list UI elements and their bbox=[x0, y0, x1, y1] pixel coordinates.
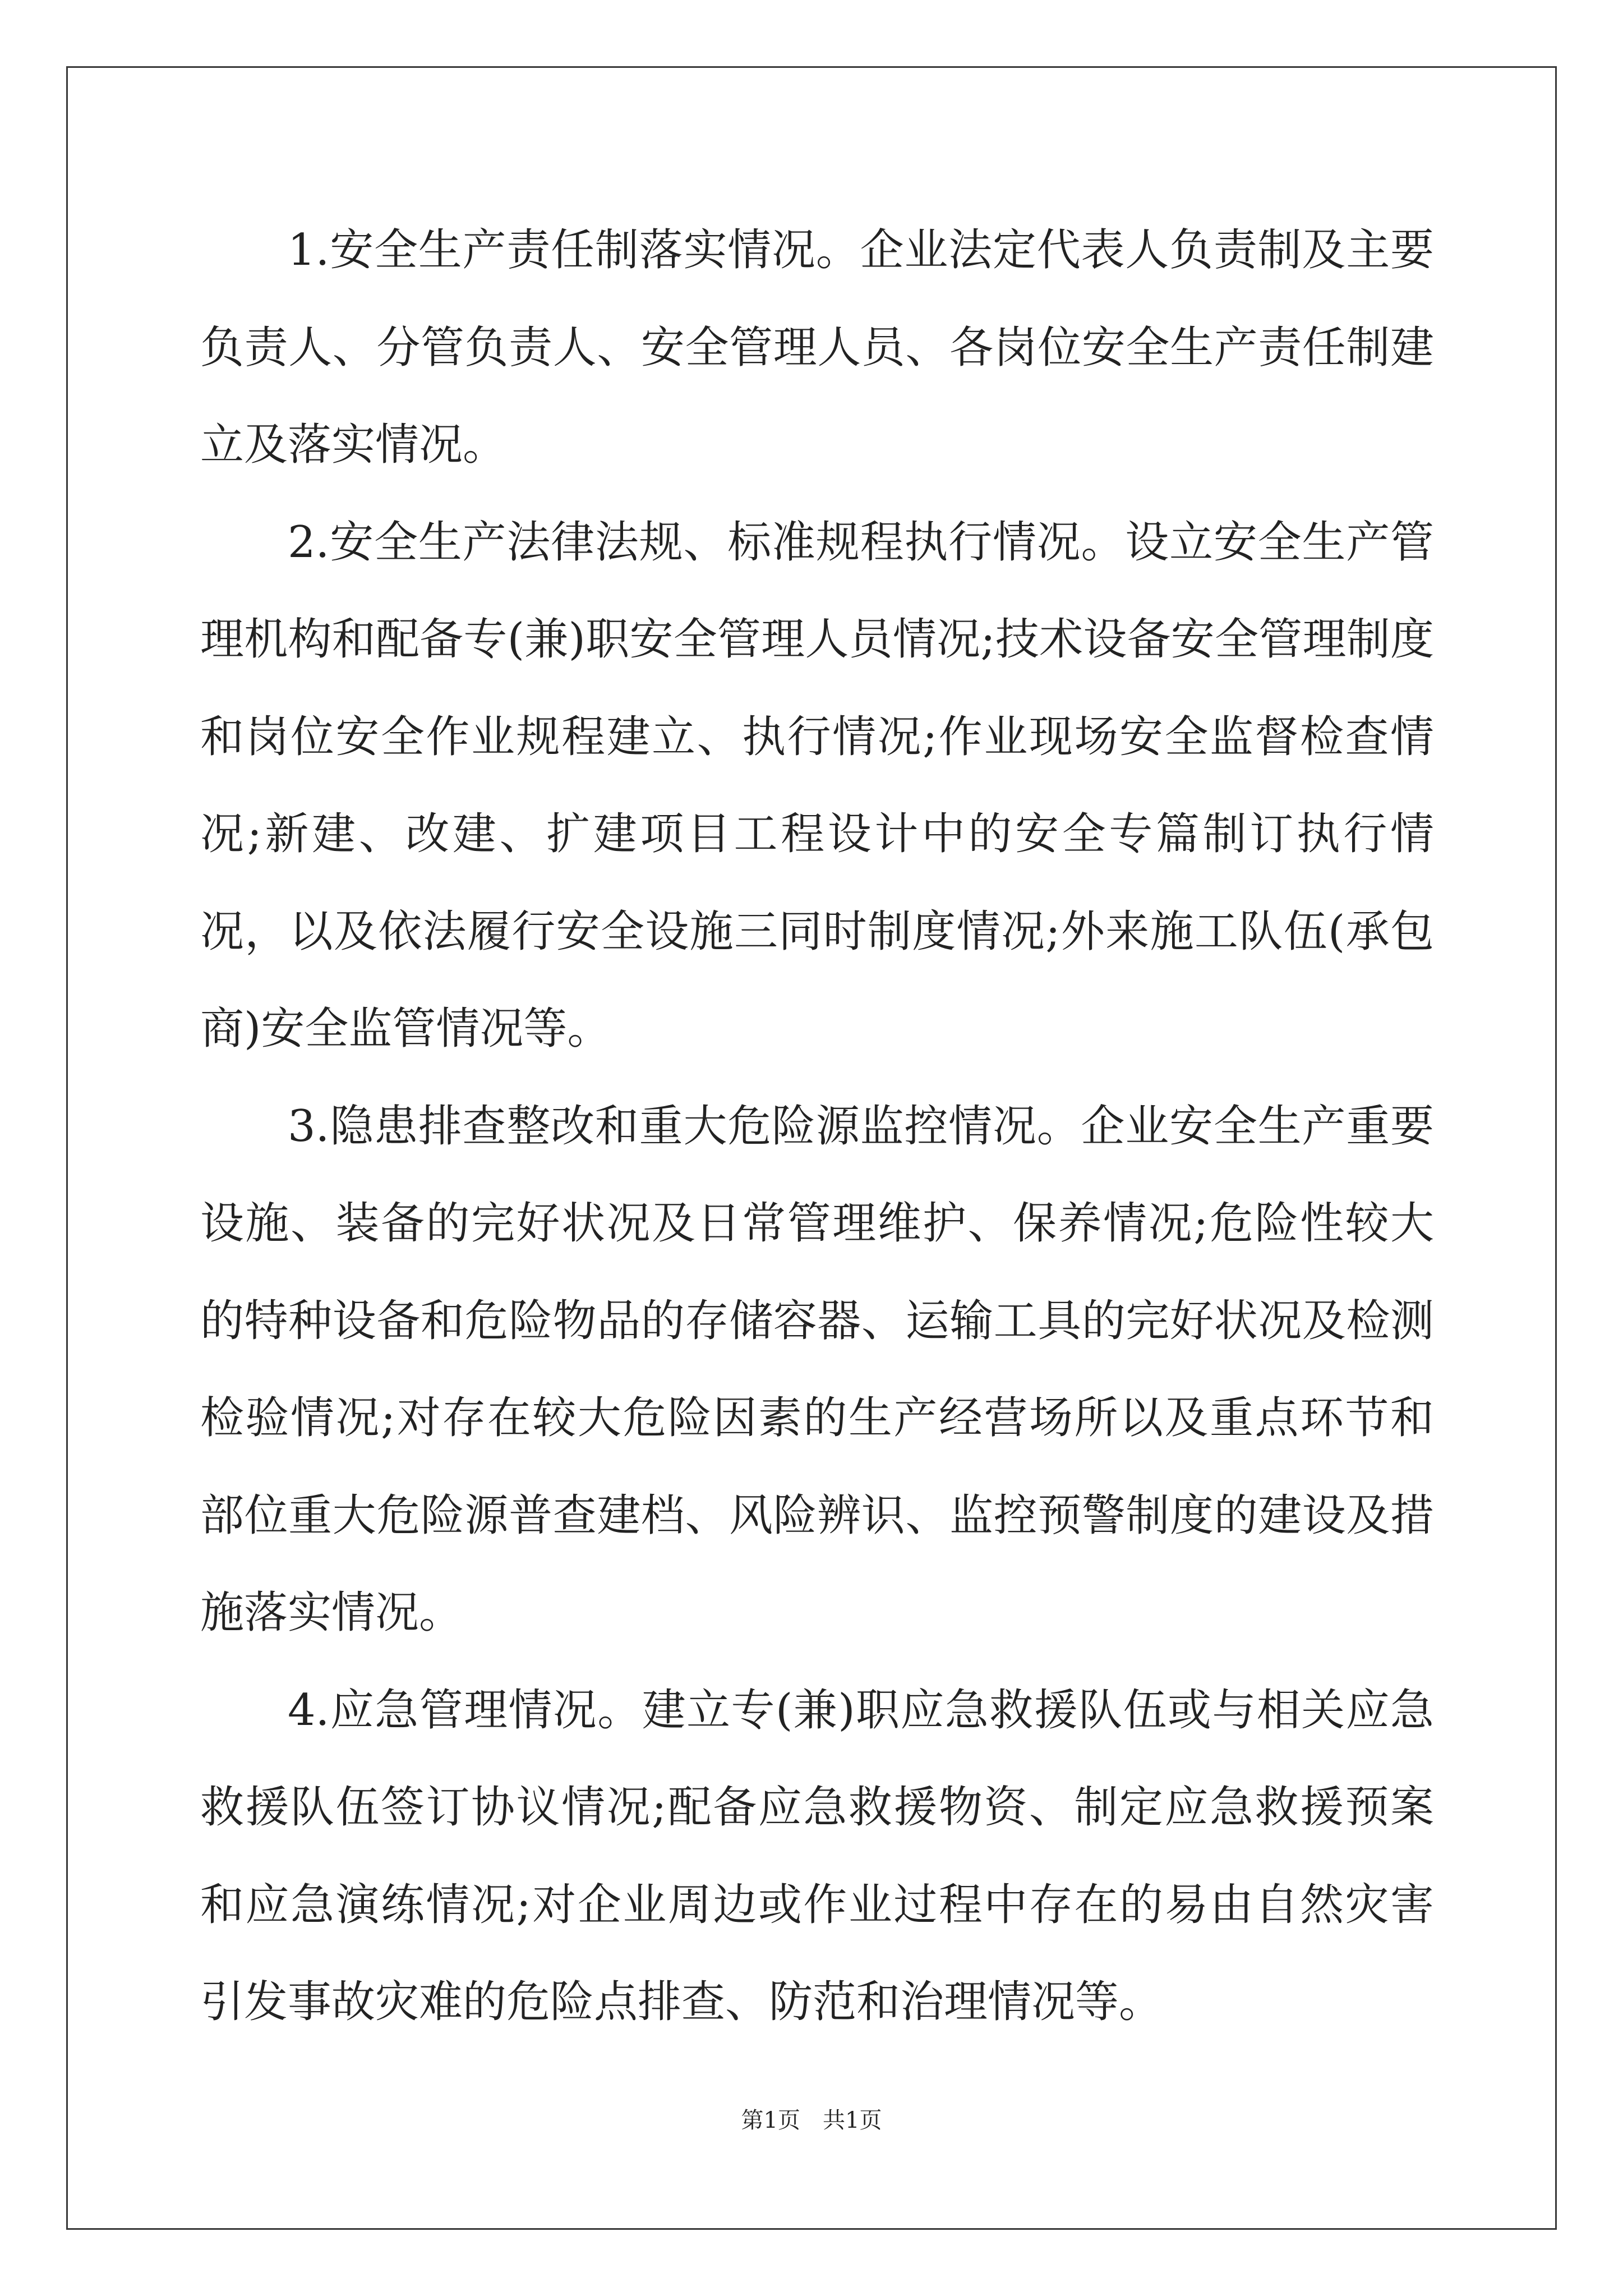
page-number-footer: 第1页 共1页 bbox=[741, 2108, 882, 2133]
document-body bbox=[200, 202, 1434, 2051]
paragraph-1: 1.安全生产责任制落实情况。企业法定代表人负责制及主要负责人、分管负责人、安全管理人员、各岗位安全生产责任制建立及落实情况。 bbox=[200, 225, 1434, 470]
paragraph-4: 4.应急管理情况。建立专(兼)职应急救援队伍或与相关应急救援队伍签订协议情况;配备应急救援物资、制定应急救援预案和应急演练情况;对企业周边或作业过程中存在的易由自然灾害引发事故灾难的危险点排查、防范和治理情况等。 bbox=[200, 1685, 1434, 2027]
paragraph-2: 2.安全生产法律法规、标准规程执行情况。设立安全生产管理机构和配备专(兼)职安全管理人员情况;技术设备安全管理制度和岗位安全作业规程建立、执行情况;作业现场安全监督检查情况;新建、改建、扩建项目工程设计中的安全专篇制订执行情况，以及依法履行安全设施三同时制度情况;外来施工队伍(承包商)安全监管情况等。 bbox=[200, 517, 1435, 1054]
paragraph-3: 3.隐患排查整改和重大危险源监控情况。企业安全生产重要设施、装备的完好状况及日常管理维护、保养情况;危险性较大的特种设备和危险物品的存储容器、运输工具的完好状况及检测检验情况;对存在较大危险因素的生产经营场所以及重点环节和部位重大危险源普查建档、风险辨识、监控预警制度的建设及措施落实情况。 bbox=[200, 1101, 1434, 1638]
